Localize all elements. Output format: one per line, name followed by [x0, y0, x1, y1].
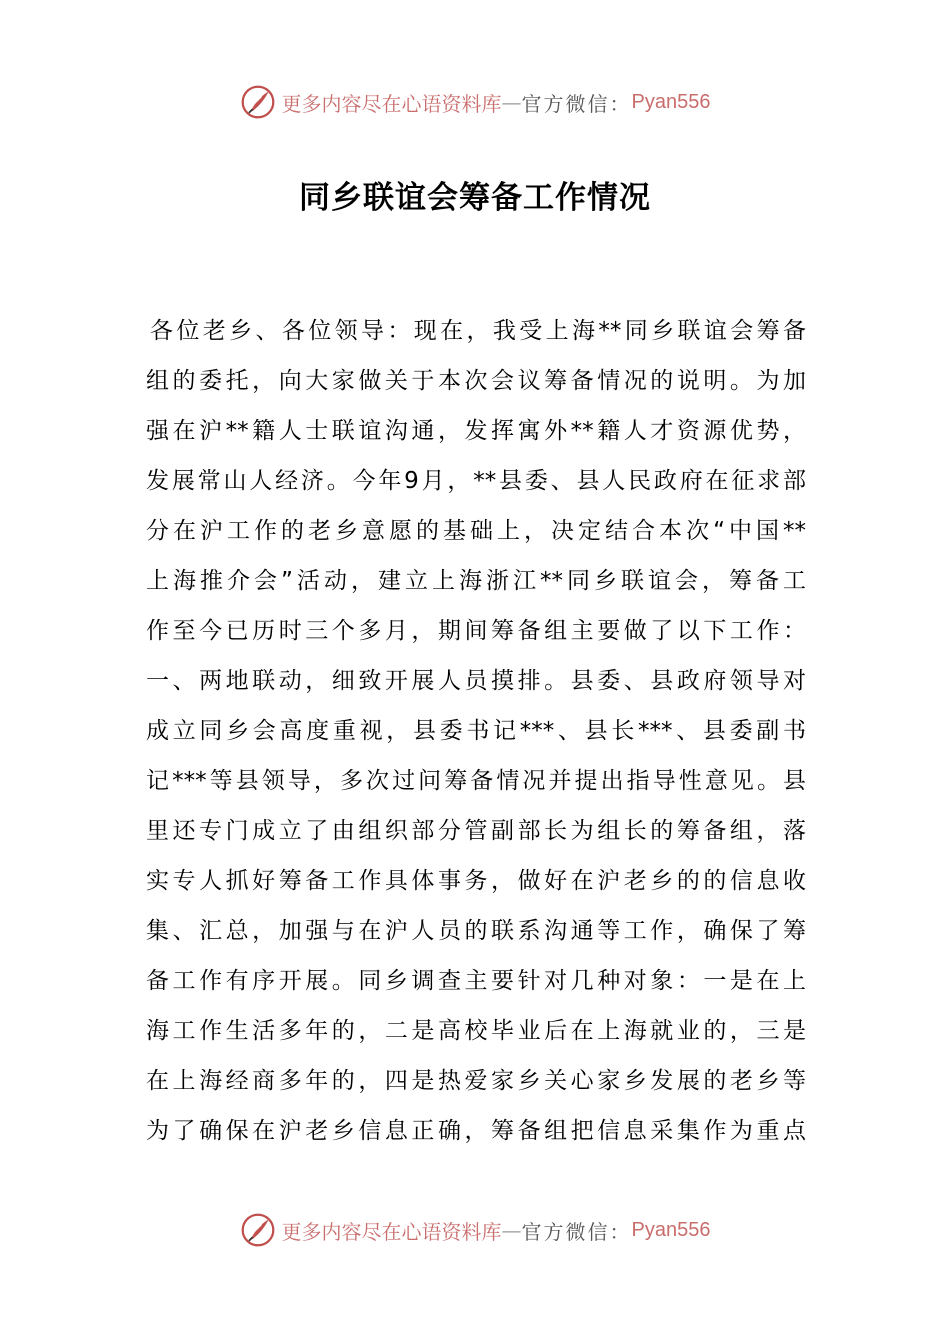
watermark-separator: — [501, 90, 522, 114]
quill-pen-logo-icon [240, 84, 276, 120]
watermark-text: 更多内容尽在心语资料库 [281, 91, 502, 116]
quill-pen-logo-icon [240, 1212, 276, 1248]
body-line: 为了确保在沪老乡信息正确，筹备组把信息采集作为重点 [146, 1118, 806, 1144]
body-line: 分在沪工作的老乡意愿的基础上，决定结合本次“中国** [146, 518, 806, 544]
body-line: 里还专门成立了由组织部分管副部长为组长的筹备组，落 [146, 818, 806, 844]
watermark-official-label: 官方微信： [521, 91, 632, 116]
body-line: 各位老乡、各位领导：现在，我受上海**同乡联谊会筹备 [150, 318, 806, 344]
body-line: 作至今已历时三个多月，期间筹备组主要做了以下工作： [146, 618, 806, 644]
body-line: 强在沪**籍人士联谊沟通，发挥寓外**籍人才资源优势， [146, 418, 806, 444]
body-line: 实专人抓好筹备工作具体事务，做好在沪老乡的的信息收 [146, 868, 806, 894]
watermark-separator: — [501, 1218, 522, 1242]
watermark-text: 更多内容尽在心语资料库 [281, 1219, 502, 1244]
body-line: 备工作有序开展。同乡调查主要针对几种对象：一是在上 [146, 968, 806, 994]
body-line: 上海推介会”活动，建立上海浙江**同乡联谊会，筹备工 [146, 568, 806, 594]
body-line: 在上海经商多年的，四是热爱家乡关心家乡发展的老乡等 [146, 1068, 806, 1094]
body-line: 记***等县领导，多次过问筹备情况并提出指导性意见。县 [146, 768, 806, 794]
watermark-official-label: 官方微信： [521, 1219, 632, 1244]
footer-watermark [0, 1208, 950, 1252]
body-line: 成立同乡会高度重视，县委书记***、县长***、县委副书 [146, 718, 806, 744]
body-line: 一、两地联动，细致开展人员摸排。县委、县政府领导对 [146, 668, 806, 694]
header-watermark [0, 80, 950, 124]
watermark-wechat-id: Pyan556 [631, 90, 711, 113]
document-title: 同乡联谊会筹备工作情况 [299, 180, 651, 216]
document-body [146, 306, 806, 1156]
body-line: 组的委托，向大家做关于本次会议筹备情况的说明。为加 [146, 368, 806, 394]
body-line: 发展常山人经济。今年9月，**县委、县人民政府在征求部 [146, 468, 806, 494]
watermark-wechat-id: Pyan556 [631, 1218, 711, 1241]
body-line: 集、汇总，加强与在沪人员的联系沟通等工作，确保了筹 [146, 918, 806, 944]
body-line: 海工作生活多年的，二是高校毕业后在上海就业的，三是 [146, 1018, 806, 1044]
